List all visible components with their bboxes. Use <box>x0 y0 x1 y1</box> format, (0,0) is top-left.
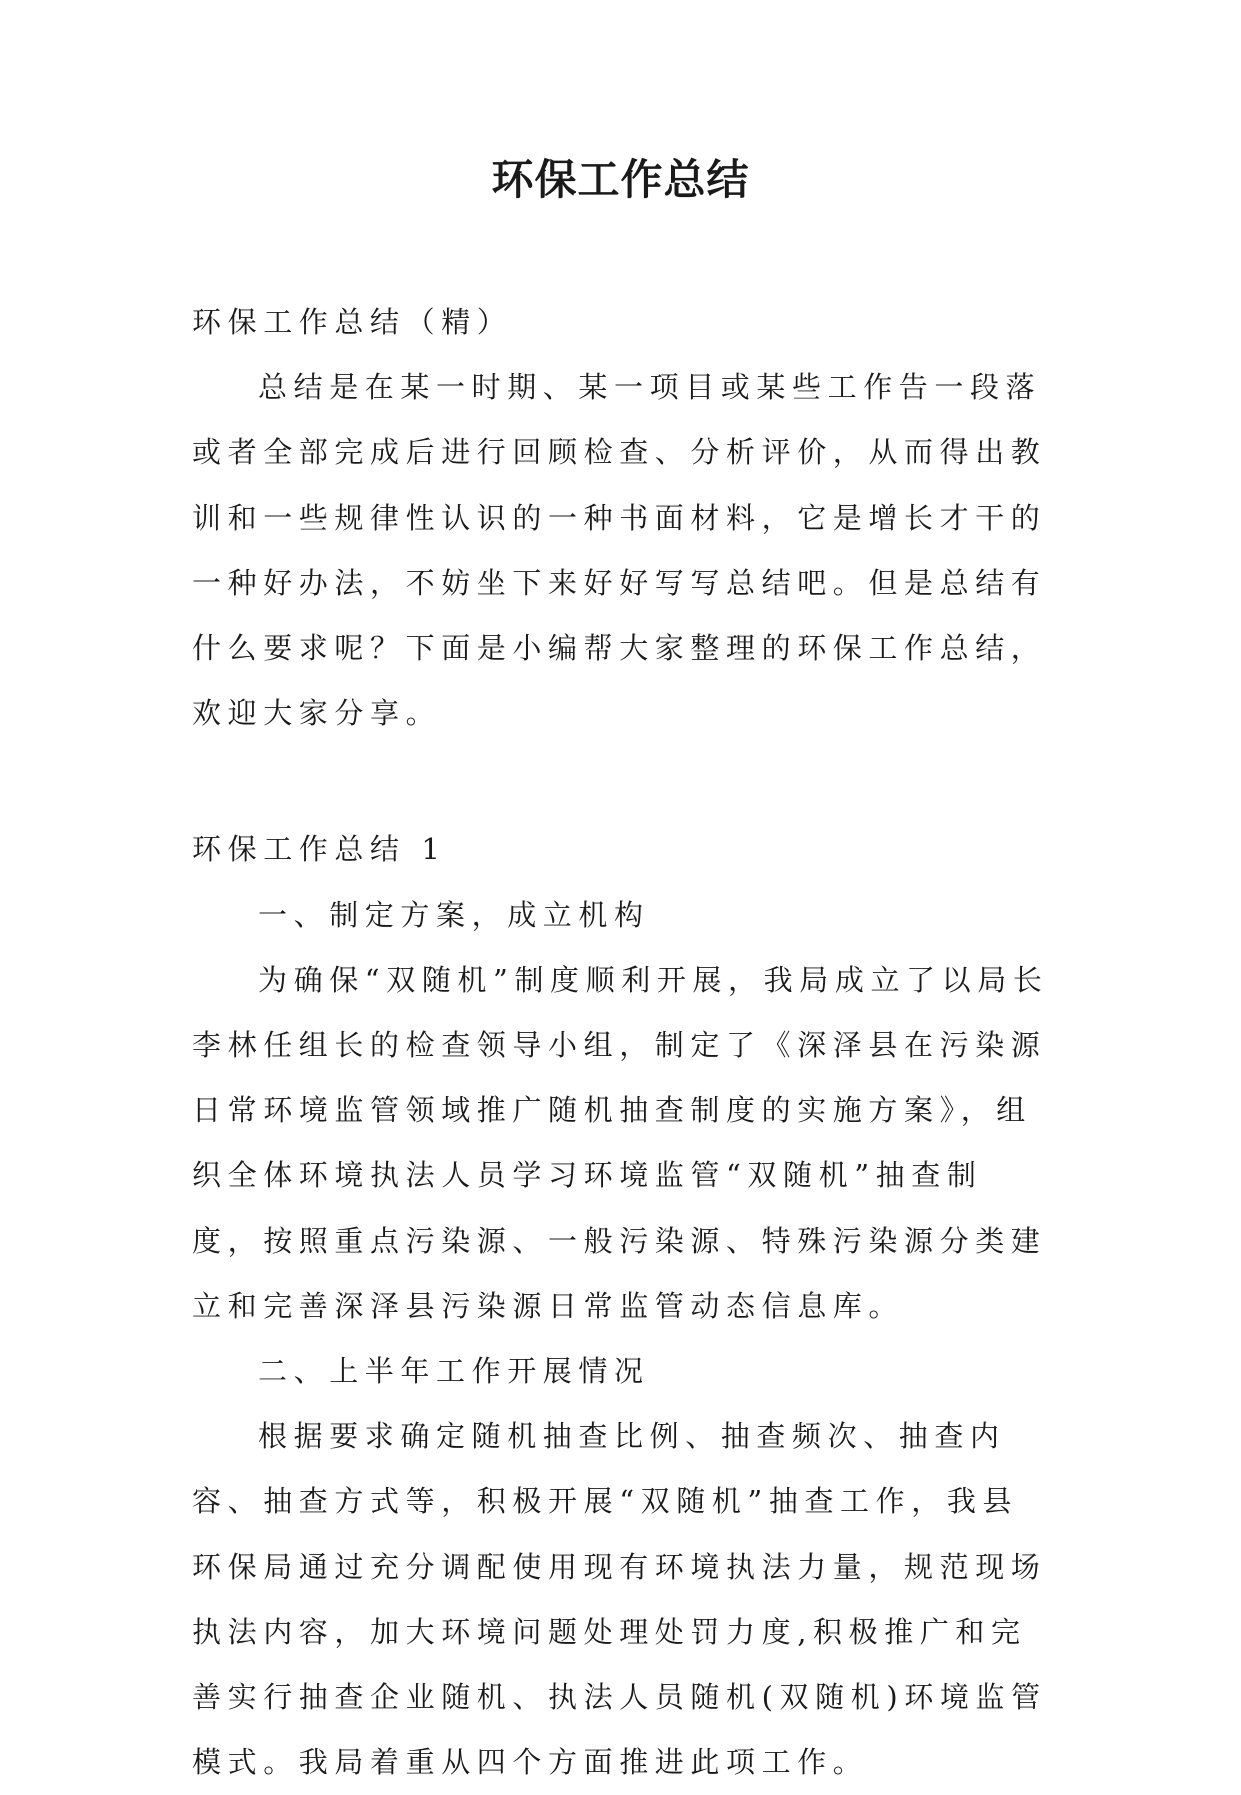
section-heading: 环保工作总结 1 <box>192 832 447 867</box>
paragraph-1: 为确保“双随机”制度顺利开展，我局成立了以局长李林任组长的检查领导小组，制定了《深泽县在污染源日常环境监管领域推广随机抽查制度的实施方案》，组织全体环境执法人员学习环境监管“双随机”抽查制度，按照重点污染源、一般污染源、特殊污染源分类建立和完善深泽县污染源日常监管动态信息库。 <box>192 962 1049 1323</box>
intro-paragraph: 总结是在某一时期、某一项目或某些工作告一段落或者全部完成后进行回顾检查、分析评价，从而得出教训和一些规律性认识的一种书面材料，它是增长才干的一种好办法，不妨坐下来好好写写总结吧。但是总结有什么要求呢？下面是小编帮大家整理的环保工作总结，欢迎大家分享。 <box>192 370 1047 731</box>
subheading-2: 二、上半年工作开展情况 <box>258 1354 650 1389</box>
subtitle-line: 环保工作总结（精） <box>192 305 513 339</box>
document-body <box>192 290 1052 1795</box>
subheading-1: 一、制定方案，成立机构 <box>258 897 650 932</box>
section-gap <box>192 746 1052 817</box>
document-title: 环保工作总结 <box>491 155 750 204</box>
paragraph-2: 根据要求确定随机抽查比例、抽查频次、抽查内容、抽查方式等，积极开展“双随机”抽查工作，我县环保局通过充分调配使用现有环境执法力量，规范现场执法内容，加大环境问题处理处罚力度,积极推广和完善实行抽查企业随机、执法人员随机(双随机)环境监管模式。我局着重从四个方面推进此项工作。 <box>192 1419 1047 1780</box>
